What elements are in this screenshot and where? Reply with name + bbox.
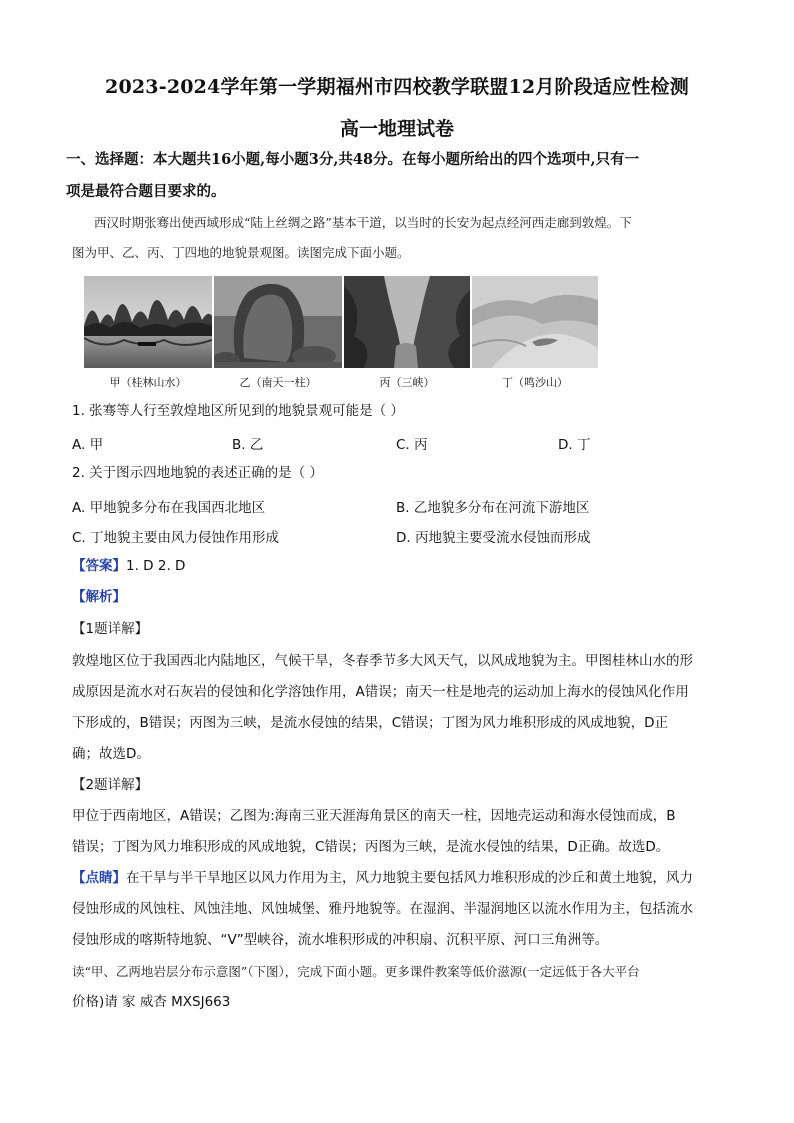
tip-text-1: 在干旱与半干旱地区以风力作用为主，风力地貌主要包括风力堆积形成的沙丘和黄土地貌，风力: [126, 870, 693, 886]
intro-line-2: 图为甲、乙、丙、丁四地的地貌景观图。读图完成下面小题。: [72, 245, 410, 260]
q1-option-a: A. 甲: [72, 437, 104, 453]
photo-caption-bing: 丙（三峡）: [379, 376, 435, 389]
exam-subtitle: 高一地理试卷: [339, 118, 454, 140]
detail-2-label: 【2题详解】: [72, 777, 149, 793]
q1-option-b: B. 乙: [232, 437, 264, 453]
section-heading-line-1: 一、选择题：本大题共16小题,每小题3分,共48分。在每小题所给出的四个选项中,只有一: [66, 151, 640, 168]
q1-option-c: C. 丙: [396, 437, 428, 453]
q2-option-d: D. 丙地貌主要受流水侵蚀而形成: [396, 530, 591, 546]
photo-caption-yi: 乙（南天一柱）: [239, 376, 317, 389]
section-heading-line-2: 项是最符合题目要求的。: [66, 183, 226, 200]
tip-line-3: 侵蚀形成的喀斯特地貌、“V”型峡谷，流水堆积形成的冲积扇、沉积平原、河口三角洲等。: [72, 932, 609, 948]
q2-option-a: A. 甲地貌多分布在我国西北地区: [72, 500, 266, 516]
answer-text: 1. D 2. D: [126, 558, 186, 574]
tip-label: 【点睛】: [72, 870, 126, 886]
detail-1-line-3: 下形成的，B错误；丙图为三峡，是流水侵蚀的结果，C错误；丁图为风力堆积形成的风成地貌，D正: [72, 715, 669, 731]
analysis-label: 【解析】: [72, 589, 126, 605]
detail-1-line-4: 确；故选D。: [72, 746, 150, 762]
question-2-stem: 2. 关于图示四地地貌的表述正确的是（ ）: [72, 465, 323, 481]
detail-2-line-1: 甲位于西南地区，A错误；乙图为:海南三亚天涯海角景区的南天一柱，因地壳运动和海水侵蚀而成，B: [72, 808, 676, 824]
q2-option-b: B. 乙地貌多分布在河流下游地区: [396, 500, 590, 516]
photo-caption-jia: 甲（桂林山水）: [109, 376, 187, 389]
detail-1-label: 【1题详解】: [72, 621, 149, 637]
karst-landscape-photo: [84, 276, 212, 368]
sea-stack-photo: [214, 276, 342, 368]
intro-line-1: 西汉时期张骞出使西域形成“陆上丝绸之路”基本干道，以当时的长安为起点经河西走廊到敦煌。下: [94, 215, 632, 230]
detail-1-line-1: 敦煌地区位于我国西北内陆地区，气候干旱，冬春季节多大风天气，以风成地貌为主。甲图桂林山水的形: [72, 653, 693, 669]
q2-option-c: C. 丁地貌主要由风力侵蚀作用形成: [72, 530, 280, 546]
next-intro-line-1: 读“甲、乙两地岩层分布示意图”（下图），完成下面小题。更多课件教案等低价滋源(一定远低于各大平台: [72, 964, 640, 979]
gorge-photo: [344, 276, 470, 368]
tip-line-2: 侵蚀形成的风蚀柱、风蚀洼地、风蚀城堡、雅丹地貌等。在湿润、半湿润地区以流水作用为主，包括流水: [72, 901, 693, 917]
tip-line-1: [72, 869, 732, 887]
detail-1-line-2: 成原因是流水对石灰岩的侵蚀和化学溶蚀作用，A错误；南天一柱是地壳的运动加上海水的侵蚀风化作用: [72, 684, 689, 700]
answer-label: 【答案】: [72, 558, 126, 574]
detail-2-line-2: 错误；丁图为风力堆积形成的风成地貌，C错误；丙图为三峡，是流水侵蚀的结果，D正确。故选D。: [72, 839, 670, 855]
photo-caption-ding: 丁（鸣沙山）: [502, 376, 568, 389]
answer-row: [72, 557, 732, 575]
exam-title: 2023-2024学年第一学期福州市四校教学联盟12月阶段适应性检测: [105, 76, 689, 98]
sand-dune-photo: [472, 276, 598, 368]
next-intro-line-2: 价格)请 家 威杏 MXSJ663: [72, 994, 231, 1010]
q1-option-d: D. 丁: [558, 437, 591, 453]
question-1-stem: 1. 张骞等人行至敦煌地区所见到的地貌景观可能是（ ）: [72, 403, 404, 419]
